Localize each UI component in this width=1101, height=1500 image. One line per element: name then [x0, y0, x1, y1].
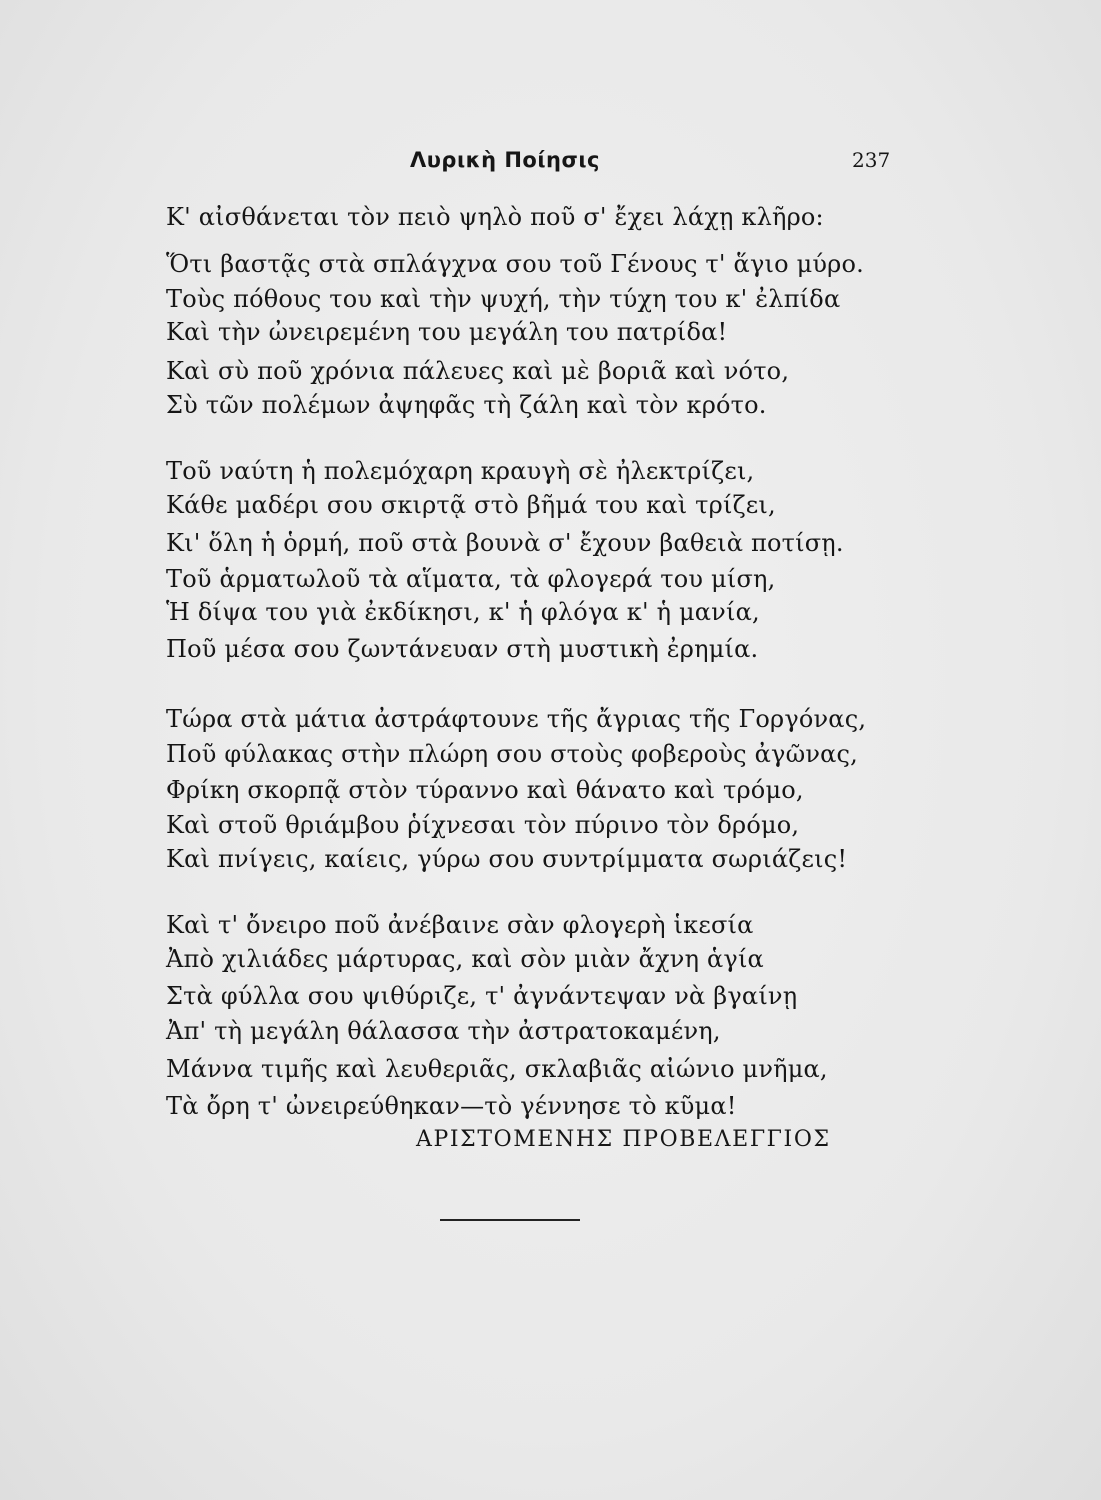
poem-line: Καὶ τὴν ὠνειρεμένη του μεγάλη του πατρίδα! [166, 318, 728, 346]
poem-line: Τοῦ ναύτη ἡ πολεμόχαρη κραυγὴ σὲ ἠλεκτρίζει, [166, 457, 755, 485]
poem-line: Καὶ σὺ ποῦ χρόνια πάλευες καὶ μὲ βοριᾶ καὶ νότο, [166, 357, 790, 385]
running-head: Λυρικὴ Ποίησις [410, 148, 600, 172]
poem-line: Ἀπ' τὴ μεγάλη θάλασσα τὴν ἀστρατοκαμένη, [166, 1017, 721, 1045]
poem-line: Σὺ τῶν πολέμων ἀψηφᾶς τὴ ζάλη καὶ τὸν κρότο. [166, 391, 767, 419]
poem-line: Τώρα στὰ μάτια ἀστράφτουνε τῆς ἄγριας τῆς Γοργόνας, [166, 705, 867, 733]
poem-line: Καὶ πνίγεις, καίεις, γύρω σου συντρίμματα σωριάζεις! [166, 845, 848, 873]
poem-line: Τοὺς πόθους του καὶ τὴν ψυχή, τὴν τύχη του κ' ἐλπίδα [166, 285, 841, 313]
end-rule-divider [440, 1219, 580, 1221]
poem-line: Ἀπὸ χιλιάδες μάρτυρας, καὶ σὸν μιὰν ἄχνη ἁγία [166, 945, 764, 973]
poem-line: Ποῦ μέσα σου ζωντάνευαν στὴ μυστικὴ ἐρημία. [166, 635, 759, 663]
poem-line: Ἡ δίψα του γιὰ ἐκδίκησι, κ' ἡ φλόγα κ' ἡ μανία, [166, 598, 760, 626]
poem-line: Καὶ στοῦ θριάμβου ῥίχνεσαι τὸν πύρινο τὸν δρόμο, [166, 811, 800, 839]
poem-line: Κάθε μαδέρι σου σκιρτᾷ στὸ βῆμά του καὶ τρίζει, [166, 491, 776, 519]
poem-line: Καὶ τ' ὄνειρο ποῦ ἀνέβαινε σὰν φλογερὴ ἱκεσία [166, 911, 754, 939]
poem-line: Τοῦ ἁρματωλοῦ τὰ αἵματα, τὰ φλογερά του μίση, [166, 565, 776, 593]
author-signature: ΑΡΙΣΤΟΜΕΝΗΣ ΠΡΟΒΕΛΕΓΓΙΟΣ [416, 1127, 831, 1152]
poem-line: Τὰ ὄρη τ' ὠνειρεύθηκαν—τὸ γέννησε τὸ κῦμα! [166, 1092, 737, 1120]
poem-line: Φρίκη σκορπᾷ στὸν τύραννο καὶ θάνατο καὶ τρόμο, [166, 776, 804, 804]
poem-line: Ποῦ φύλακας στὴν πλώρη σου στοὺς φοβεροὺς ἀγῶνας, [166, 740, 859, 768]
poem-line: Στὰ φύλλα σου ψιθύριζε, τ' ἀγνάντεψαν νὰ βγαίνῃ [166, 982, 798, 1010]
poem-line: Ὅτι βαστᾷς στὰ σπλάγχνα σου τοῦ Γένους τ' ἅγιο μύρο. [166, 250, 864, 278]
poem-line: Κι' ὅλη ἡ ὁρμή, ποῦ στὰ βουνὰ σ' ἔχουν βαθειὰ ποτίσῃ. [166, 529, 844, 557]
page-number: 237 [852, 148, 891, 172]
poem-line: Μάννα τιμῆς καὶ λευθεριᾶς, σκλαβιᾶς αἰώνιο μνῆμα, [166, 1055, 828, 1083]
poem-line: Κ' αἰσθάνεται τὸν πειὸ ψηλὸ ποῦ σ' ἔχει λάχῃ κλῆρο: [166, 203, 824, 231]
